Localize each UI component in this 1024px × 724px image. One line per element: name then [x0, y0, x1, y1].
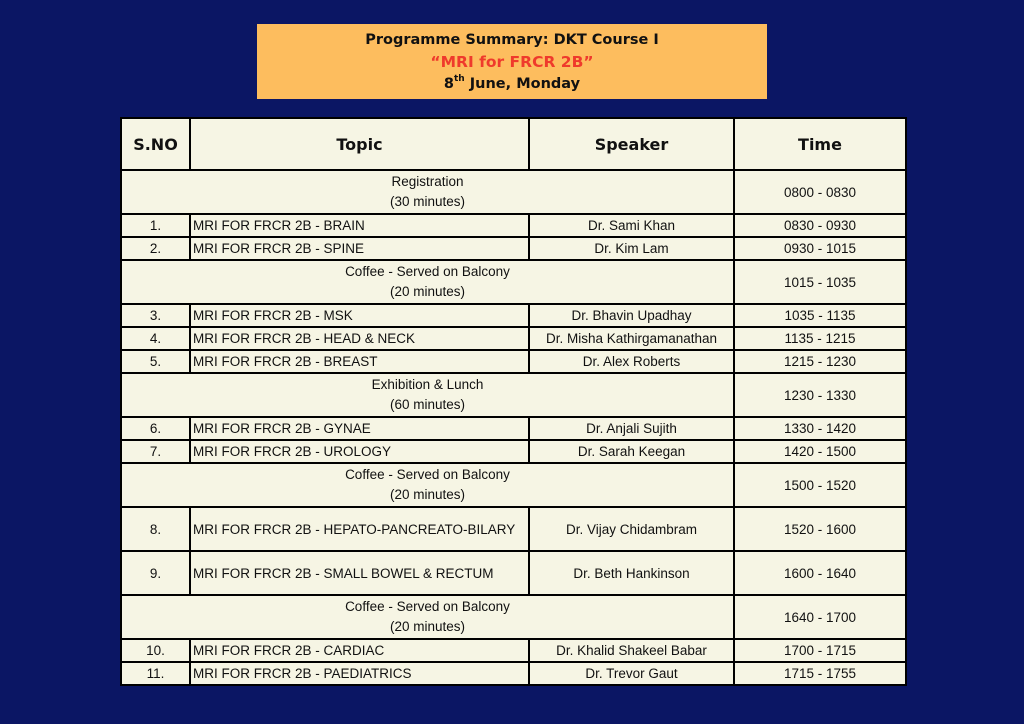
break-label-cell	[121, 373, 734, 417]
topic-cell: MRI FOR FRCR 2B - GYNAE	[190, 417, 529, 440]
break-duration: (20 minutes)	[389, 487, 466, 502]
session-row	[121, 417, 906, 440]
speaker-cell: Dr. Trevor Gaut	[529, 662, 734, 685]
time-cell: 1015 - 1035	[734, 260, 906, 304]
session-row	[121, 327, 906, 350]
session-row	[121, 214, 906, 237]
break-label-cell	[121, 463, 734, 507]
column-header-speaker: Speaker	[529, 118, 734, 170]
time-cell: 1715 - 1755	[734, 662, 906, 685]
session-row	[121, 551, 906, 595]
programme-title: Programme Summary: DKT Course I	[365, 32, 659, 48]
time-cell: 1330 - 1420	[734, 417, 906, 440]
column-header-sno: S.NO	[121, 118, 190, 170]
column-header-time: Time	[734, 118, 906, 170]
session-row	[121, 350, 906, 373]
topic-cell: MRI FOR FRCR 2B - CARDIAC	[190, 639, 529, 662]
time-cell: 1500 - 1520	[734, 463, 906, 507]
time-cell: 1230 - 1330	[734, 373, 906, 417]
break-row	[121, 463, 906, 507]
session-row	[121, 237, 906, 260]
time-cell: 1420 - 1500	[734, 440, 906, 463]
date-day: 8	[443, 76, 454, 92]
topic-cell: MRI FOR FRCR 2B - BREAST	[190, 350, 529, 373]
topic-cell: MRI FOR FRCR 2B - UROLOGY	[190, 440, 529, 463]
topic-cell: MRI FOR FRCR 2B - SMALL BOWEL & RECTUM	[190, 551, 529, 595]
sno-cell: 4.	[121, 327, 190, 350]
break-duration: (20 minutes)	[389, 619, 466, 634]
sno-cell: 8.	[121, 507, 190, 551]
break-row	[121, 373, 906, 417]
time-cell: 1215 - 1230	[734, 350, 906, 373]
topic-cell: MRI FOR FRCR 2B - PAEDIATRICS	[190, 662, 529, 685]
time-cell: 0830 - 0930	[734, 214, 906, 237]
table-header-row	[121, 118, 906, 170]
speaker-cell: Dr. Vijay Chidambram	[529, 507, 734, 551]
break-label: Coffee - Served on Balcony	[345, 264, 510, 279]
sno-cell: 1.	[121, 214, 190, 237]
session-row	[121, 662, 906, 685]
break-row	[121, 595, 906, 639]
date-suffix: th	[454, 74, 465, 85]
time-cell: 1135 - 1215	[734, 327, 906, 350]
topic-cell: MRI FOR FRCR 2B - BRAIN	[190, 214, 529, 237]
speaker-cell: Dr. Alex Roberts	[529, 350, 734, 373]
session-row	[121, 507, 906, 551]
break-label-cell	[121, 260, 734, 304]
break-label-cell	[121, 595, 734, 639]
programme-header	[257, 24, 767, 99]
time-cell: 1520 - 1600	[734, 507, 906, 551]
sno-cell: 2.	[121, 237, 190, 260]
break-duration: (60 minutes)	[389, 397, 466, 412]
speaker-cell: Dr. Sarah Keegan	[529, 440, 734, 463]
topic-cell: MRI FOR FRCR 2B - MSK	[190, 304, 529, 327]
topic-cell: MRI FOR FRCR 2B - SPINE	[190, 237, 529, 260]
speaker-cell: Dr. Beth Hankinson	[529, 551, 734, 595]
break-label: Exhibition & Lunch	[371, 377, 484, 392]
sno-cell: 9.	[121, 551, 190, 595]
speaker-cell: Dr. Kim Lam	[529, 237, 734, 260]
time-cell: 0800 - 0830	[734, 170, 906, 214]
break-label-cell	[121, 170, 734, 214]
speaker-cell: Dr. Sami Khan	[529, 214, 734, 237]
topic-cell: MRI FOR FRCR 2B - HEAD & NECK	[190, 327, 529, 350]
speaker-cell: Dr. Khalid Shakeel Babar	[529, 639, 734, 662]
break-row	[121, 170, 906, 214]
speaker-cell: Dr. Bhavin Upadhay	[529, 304, 734, 327]
sno-cell: 6.	[121, 417, 190, 440]
break-label: Registration	[391, 174, 464, 189]
speaker-cell: Dr. Anjali Sujith	[529, 417, 734, 440]
sno-cell: 7.	[121, 440, 190, 463]
break-duration: (30 minutes)	[389, 194, 466, 209]
time-cell: 1600 - 1640	[734, 551, 906, 595]
schedule-body	[121, 170, 906, 685]
break-duration: (20 minutes)	[389, 284, 466, 299]
speaker-cell: Dr. Misha Kathirgamanathan	[529, 327, 734, 350]
break-label: Coffee - Served on Balcony	[345, 599, 510, 614]
time-cell: 0930 - 1015	[734, 237, 906, 260]
time-cell: 1700 - 1715	[734, 639, 906, 662]
date-rest: June, Monday	[464, 76, 581, 92]
topic-cell: MRI FOR FRCR 2B - HEPATO-PANCREATO-BILARY	[190, 507, 529, 551]
break-row	[121, 260, 906, 304]
session-row	[121, 304, 906, 327]
break-label: Coffee - Served on Balcony	[345, 467, 510, 482]
session-row	[121, 440, 906, 463]
schedule-table	[120, 117, 907, 686]
session-row	[121, 639, 906, 662]
sno-cell: 5.	[121, 350, 190, 373]
course-subtitle: “MRI for FRCR 2B”	[430, 53, 594, 71]
sno-cell: 11.	[121, 662, 190, 685]
sno-cell: 10.	[121, 639, 190, 662]
sno-cell: 3.	[121, 304, 190, 327]
time-cell: 1035 - 1135	[734, 304, 906, 327]
column-header-topic: Topic	[190, 118, 529, 170]
event-date	[257, 73, 767, 95]
time-cell: 1640 - 1700	[734, 595, 906, 639]
